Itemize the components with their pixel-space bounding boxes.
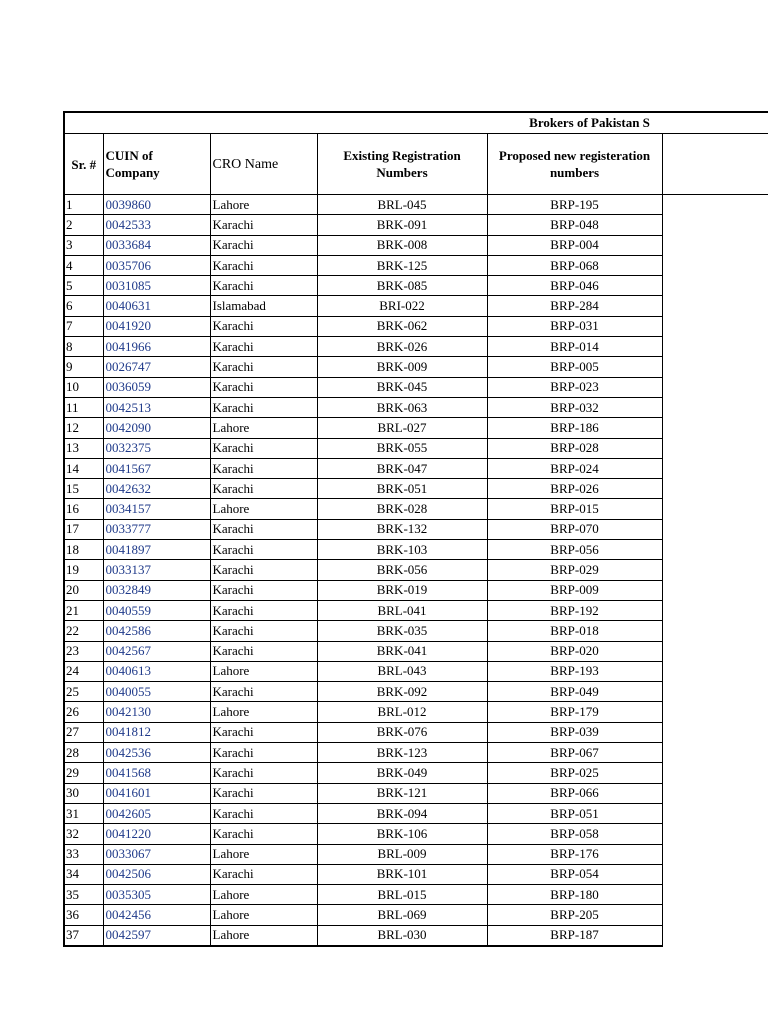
cuin-cell: 0042533	[103, 215, 210, 235]
table-row	[64, 864, 768, 884]
sr-cell: 8	[64, 337, 103, 357]
proposed-number-cell: BRP-014	[487, 337, 662, 357]
empty-cell	[662, 235, 768, 255]
header-row	[64, 134, 768, 195]
cro-name-cell: Karachi	[210, 722, 317, 742]
proposed-number-cell: BRP-049	[487, 682, 662, 702]
empty-cell	[662, 600, 768, 620]
empty-cell	[662, 458, 768, 478]
sr-cell: 6	[64, 296, 103, 316]
empty-cell	[662, 824, 768, 844]
empty-cell	[662, 641, 768, 661]
cro-name-cell: Lahore	[210, 844, 317, 864]
table-row	[64, 925, 768, 946]
empty-cell	[662, 215, 768, 235]
proposed-number-cell: BRP-005	[487, 357, 662, 377]
sr-cell: 19	[64, 560, 103, 580]
proposed-number-cell: BRP-025	[487, 763, 662, 783]
cuin-cell: 0041568	[103, 763, 210, 783]
existing-number-cell: BRK-041	[317, 641, 487, 661]
cuin-cell: 0041812	[103, 722, 210, 742]
existing-number-cell: BRK-009	[317, 357, 487, 377]
cro-name-cell: Lahore	[210, 195, 317, 215]
table-row	[64, 438, 768, 458]
proposed-number-cell: BRP-023	[487, 377, 662, 397]
cuin-cell: 0040559	[103, 600, 210, 620]
cro-name-cell: Lahore	[210, 905, 317, 925]
sr-cell: 27	[64, 722, 103, 742]
existing-number-cell: BRK-035	[317, 621, 487, 641]
table-row	[64, 661, 768, 681]
empty-cell	[662, 255, 768, 275]
sr-cell: 5	[64, 276, 103, 296]
sr-cell: 2	[64, 215, 103, 235]
cro-name-cell: Islamabad	[210, 296, 317, 316]
table-title-text: Brokers of Pakistan S	[529, 115, 650, 130]
cro-name-cell: Karachi	[210, 235, 317, 255]
sr-cell: 34	[64, 864, 103, 884]
cuin-cell: 0033137	[103, 560, 210, 580]
empty-cell	[662, 661, 768, 681]
table-row	[64, 580, 768, 600]
proposed-number-cell: BRP-058	[487, 824, 662, 844]
proposed-number-cell: BRP-046	[487, 276, 662, 296]
table-row	[64, 885, 768, 905]
cuin-cell: 0031085	[103, 276, 210, 296]
cro-name-cell: Lahore	[210, 885, 317, 905]
cro-name-cell: Karachi	[210, 540, 317, 560]
table-row	[64, 783, 768, 803]
table-row	[64, 195, 768, 215]
empty-cell	[662, 580, 768, 600]
existing-number-cell: BRK-045	[317, 377, 487, 397]
cro-name-cell: Lahore	[210, 925, 317, 946]
existing-number-cell: BRK-028	[317, 499, 487, 519]
cuin-cell: 0041966	[103, 337, 210, 357]
sr-cell: 18	[64, 540, 103, 560]
brokers-table	[63, 111, 768, 947]
cuin-cell: 0042605	[103, 803, 210, 823]
cuin-cell: 0032849	[103, 580, 210, 600]
table-row	[64, 357, 768, 377]
proposed-number-cell: BRP-054	[487, 864, 662, 884]
cuin-cell: 0041567	[103, 458, 210, 478]
sr-cell: 36	[64, 905, 103, 925]
table-row	[64, 337, 768, 357]
cuin-cell: 0042090	[103, 418, 210, 438]
empty-cell	[662, 763, 768, 783]
empty-cell	[662, 519, 768, 539]
sr-cell: 16	[64, 499, 103, 519]
sr-cell: 26	[64, 702, 103, 722]
sr-cell: 32	[64, 824, 103, 844]
cro-name-cell: Karachi	[210, 438, 317, 458]
cro-name-cell: Karachi	[210, 641, 317, 661]
cuin-cell: 0041601	[103, 783, 210, 803]
cuin-cell: 0040631	[103, 296, 210, 316]
table-row	[64, 600, 768, 620]
proposed-number-cell: BRP-176	[487, 844, 662, 864]
table-row	[64, 682, 768, 702]
cuin-cell: 0041220	[103, 824, 210, 844]
existing-number-cell: BRK-092	[317, 682, 487, 702]
table-title	[64, 112, 768, 134]
cro-name-cell: Karachi	[210, 377, 317, 397]
cro-name-cell: Karachi	[210, 479, 317, 499]
proposed-number-cell: BRP-018	[487, 621, 662, 641]
cro-name-cell: Karachi	[210, 580, 317, 600]
empty-cell	[662, 316, 768, 336]
proposed-number-cell: BRP-004	[487, 235, 662, 255]
sr-cell: 15	[64, 479, 103, 499]
empty-cell	[662, 337, 768, 357]
existing-number-cell: BRK-125	[317, 255, 487, 275]
header-cro: CRO Name	[210, 134, 317, 195]
cro-name-cell: Karachi	[210, 864, 317, 884]
proposed-number-cell: BRP-070	[487, 519, 662, 539]
empty-cell	[662, 925, 768, 946]
existing-number-cell: BRK-026	[317, 337, 487, 357]
empty-cell	[662, 864, 768, 884]
empty-cell	[662, 722, 768, 742]
proposed-number-cell: BRP-284	[487, 296, 662, 316]
table-row	[64, 621, 768, 641]
cro-name-cell: Karachi	[210, 803, 317, 823]
cro-name-cell: Karachi	[210, 621, 317, 641]
cro-name-cell: Lahore	[210, 418, 317, 438]
empty-cell	[662, 702, 768, 722]
table-row	[64, 905, 768, 925]
header-proposed: Proposed new registeration numbers	[487, 134, 662, 195]
table-row	[64, 418, 768, 438]
empty-cell	[662, 844, 768, 864]
proposed-number-cell: BRP-186	[487, 418, 662, 438]
proposed-number-cell: BRP-051	[487, 803, 662, 823]
cro-name-cell: Karachi	[210, 783, 317, 803]
proposed-number-cell: BRP-067	[487, 743, 662, 763]
sr-cell: 30	[64, 783, 103, 803]
empty-cell	[662, 803, 768, 823]
cro-name-cell: Lahore	[210, 702, 317, 722]
header-blank	[662, 134, 768, 195]
empty-cell	[662, 377, 768, 397]
proposed-number-cell: BRP-179	[487, 702, 662, 722]
spreadsheet	[63, 111, 768, 947]
proposed-number-cell: BRP-048	[487, 215, 662, 235]
table-row	[64, 560, 768, 580]
cuin-cell: 0041920	[103, 316, 210, 336]
empty-cell	[662, 560, 768, 580]
empty-cell	[662, 479, 768, 499]
existing-number-cell: BRK-091	[317, 215, 487, 235]
sr-cell: 28	[64, 743, 103, 763]
cuin-cell: 0033777	[103, 519, 210, 539]
table-row	[64, 519, 768, 539]
header-cuin: CUIN of Company	[103, 134, 210, 195]
cuin-cell: 0039860	[103, 195, 210, 215]
table-row	[64, 276, 768, 296]
empty-cell	[662, 621, 768, 641]
empty-cell	[662, 195, 768, 215]
header-existing: Existing Registration Numbers	[317, 134, 487, 195]
proposed-number-cell: BRP-015	[487, 499, 662, 519]
cuin-cell: 0041897	[103, 540, 210, 560]
cro-name-cell: Karachi	[210, 397, 317, 417]
proposed-number-cell: BRP-193	[487, 661, 662, 681]
existing-number-cell: BRK-008	[317, 235, 487, 255]
existing-number-cell: BRK-047	[317, 458, 487, 478]
table-row	[64, 397, 768, 417]
cro-name-cell: Karachi	[210, 763, 317, 783]
sr-cell: 9	[64, 357, 103, 377]
cuin-cell: 0035706	[103, 255, 210, 275]
existing-number-cell: BRK-049	[317, 763, 487, 783]
proposed-number-cell: BRP-026	[487, 479, 662, 499]
proposed-number-cell: BRP-180	[487, 885, 662, 905]
existing-number-cell: BRL-043	[317, 661, 487, 681]
sr-cell: 14	[64, 458, 103, 478]
table-body	[64, 195, 768, 946]
sr-cell: 13	[64, 438, 103, 458]
proposed-number-cell: BRP-024	[487, 458, 662, 478]
table-row	[64, 215, 768, 235]
sr-cell: 37	[64, 925, 103, 946]
sr-cell: 31	[64, 803, 103, 823]
table-row	[64, 803, 768, 823]
table-row	[64, 499, 768, 519]
table-row	[64, 316, 768, 336]
proposed-number-cell: BRP-029	[487, 560, 662, 580]
sr-cell: 20	[64, 580, 103, 600]
existing-number-cell: BRL-069	[317, 905, 487, 925]
proposed-number-cell: BRP-195	[487, 195, 662, 215]
cuin-cell: 0040613	[103, 661, 210, 681]
cro-name-cell: Karachi	[210, 337, 317, 357]
sr-cell: 21	[64, 600, 103, 620]
cro-name-cell: Karachi	[210, 255, 317, 275]
proposed-number-cell: BRP-056	[487, 540, 662, 560]
sr-cell: 12	[64, 418, 103, 438]
empty-cell	[662, 885, 768, 905]
empty-cell	[662, 682, 768, 702]
cro-name-cell: Karachi	[210, 743, 317, 763]
table-row	[64, 458, 768, 478]
existing-number-cell: BRK-063	[317, 397, 487, 417]
existing-number-cell: BRI-022	[317, 296, 487, 316]
empty-cell	[662, 397, 768, 417]
cuin-cell: 0042536	[103, 743, 210, 763]
existing-number-cell: BRL-012	[317, 702, 487, 722]
existing-number-cell: BRL-030	[317, 925, 487, 946]
existing-number-cell: BRL-027	[317, 418, 487, 438]
cuin-cell: 0033067	[103, 844, 210, 864]
existing-number-cell: BRL-045	[317, 195, 487, 215]
existing-number-cell: BRL-015	[317, 885, 487, 905]
cro-name-cell: Lahore	[210, 661, 317, 681]
table-row	[64, 540, 768, 560]
existing-number-cell: BRK-062	[317, 316, 487, 336]
table-row	[64, 844, 768, 864]
cuin-cell: 0036059	[103, 377, 210, 397]
existing-number-cell: BRK-055	[317, 438, 487, 458]
cuin-cell: 0042586	[103, 621, 210, 641]
proposed-number-cell: BRP-032	[487, 397, 662, 417]
table-row	[64, 235, 768, 255]
table-row	[64, 479, 768, 499]
sr-cell: 33	[64, 844, 103, 864]
table-row	[64, 255, 768, 275]
sr-cell: 29	[64, 763, 103, 783]
cuin-cell: 0042632	[103, 479, 210, 499]
existing-number-cell: BRK-051	[317, 479, 487, 499]
proposed-number-cell: BRP-020	[487, 641, 662, 661]
proposed-number-cell: BRP-187	[487, 925, 662, 946]
table-row	[64, 824, 768, 844]
proposed-number-cell: BRP-066	[487, 783, 662, 803]
empty-cell	[662, 276, 768, 296]
cuin-cell: 0033684	[103, 235, 210, 255]
header-sr: Sr. #	[64, 134, 103, 195]
cro-name-cell: Karachi	[210, 519, 317, 539]
cro-name-cell: Karachi	[210, 560, 317, 580]
proposed-number-cell: BRP-009	[487, 580, 662, 600]
cro-name-cell: Karachi	[210, 316, 317, 336]
cro-name-cell: Lahore	[210, 499, 317, 519]
existing-number-cell: BRK-085	[317, 276, 487, 296]
empty-cell	[662, 418, 768, 438]
sr-cell: 22	[64, 621, 103, 641]
table-row	[64, 763, 768, 783]
cro-name-cell: Karachi	[210, 215, 317, 235]
cuin-cell: 0040055	[103, 682, 210, 702]
cuin-cell: 0042456	[103, 905, 210, 925]
empty-cell	[662, 905, 768, 925]
proposed-number-cell: BRP-205	[487, 905, 662, 925]
table-row	[64, 641, 768, 661]
table-row	[64, 377, 768, 397]
sr-cell: 24	[64, 661, 103, 681]
empty-cell	[662, 743, 768, 763]
sr-cell: 10	[64, 377, 103, 397]
existing-number-cell: BRK-094	[317, 803, 487, 823]
sr-cell: 3	[64, 235, 103, 255]
proposed-number-cell: BRP-031	[487, 316, 662, 336]
existing-number-cell: BRK-019	[317, 580, 487, 600]
cuin-cell: 0032375	[103, 438, 210, 458]
existing-number-cell: BRL-041	[317, 600, 487, 620]
proposed-number-cell: BRP-028	[487, 438, 662, 458]
cuin-cell: 0042513	[103, 397, 210, 417]
table-row	[64, 702, 768, 722]
cuin-cell: 0042506	[103, 864, 210, 884]
cuin-cell: 0042130	[103, 702, 210, 722]
empty-cell	[662, 357, 768, 377]
proposed-number-cell: BRP-068	[487, 255, 662, 275]
empty-cell	[662, 783, 768, 803]
cro-name-cell: Karachi	[210, 458, 317, 478]
sr-cell: 11	[64, 397, 103, 417]
existing-number-cell: BRK-123	[317, 743, 487, 763]
title-row	[64, 112, 768, 134]
table-row	[64, 743, 768, 763]
empty-cell	[662, 540, 768, 560]
sr-cell: 7	[64, 316, 103, 336]
empty-cell	[662, 438, 768, 458]
cuin-cell: 0034157	[103, 499, 210, 519]
existing-number-cell: BRK-106	[317, 824, 487, 844]
empty-cell	[662, 296, 768, 316]
cro-name-cell: Karachi	[210, 600, 317, 620]
sr-cell: 1	[64, 195, 103, 215]
sr-cell: 17	[64, 519, 103, 539]
table-row	[64, 296, 768, 316]
empty-cell	[662, 499, 768, 519]
existing-number-cell: BRK-101	[317, 864, 487, 884]
cro-name-cell: Karachi	[210, 357, 317, 377]
cuin-cell: 0026747	[103, 357, 210, 377]
existing-number-cell: BRK-076	[317, 722, 487, 742]
cro-name-cell: Karachi	[210, 824, 317, 844]
cro-name-cell: Karachi	[210, 682, 317, 702]
cuin-cell: 0035305	[103, 885, 210, 905]
cuin-cell: 0042597	[103, 925, 210, 946]
sr-cell: 35	[64, 885, 103, 905]
cro-name-cell: Karachi	[210, 276, 317, 296]
sr-cell: 25	[64, 682, 103, 702]
existing-number-cell: BRL-009	[317, 844, 487, 864]
cuin-cell: 0042567	[103, 641, 210, 661]
existing-number-cell: BRK-121	[317, 783, 487, 803]
table-row	[64, 722, 768, 742]
proposed-number-cell: BRP-192	[487, 600, 662, 620]
sr-cell: 23	[64, 641, 103, 661]
proposed-number-cell: BRP-039	[487, 722, 662, 742]
sr-cell: 4	[64, 255, 103, 275]
existing-number-cell: BRK-132	[317, 519, 487, 539]
existing-number-cell: BRK-056	[317, 560, 487, 580]
existing-number-cell: BRK-103	[317, 540, 487, 560]
